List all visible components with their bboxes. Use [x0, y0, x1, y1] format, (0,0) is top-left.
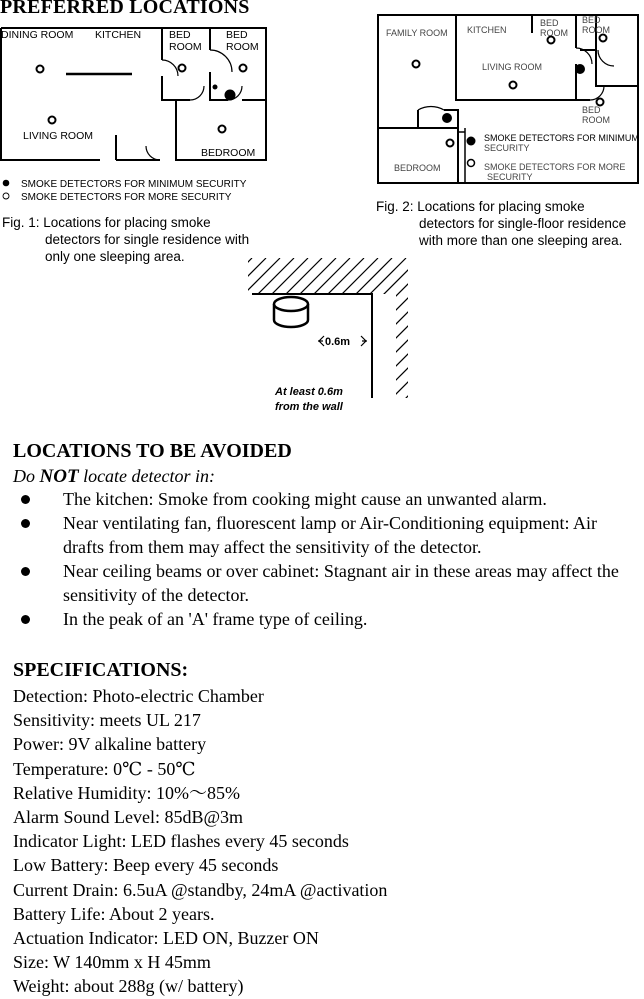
fig2-room-bed2: BED — [582, 15, 601, 25]
spec-line: Actuation Indicator: LED ON, Buzzer ON — [13, 928, 319, 949]
specs-heading: SPECIFICATIONS: — [13, 659, 189, 681]
fig2-legend-more: SECURITY — [487, 172, 533, 182]
hatch-line — [410, 258, 418, 408]
hatch-line — [368, 258, 418, 408]
list-item: In the peak of an 'A' frame type of ceiling. — [0, 607, 644, 631]
fig2-room-bedroom: BEDROOM — [394, 163, 441, 173]
wall-note: from the wall — [275, 401, 343, 413]
avoid-heading: LOCATIONS TO BE AVOIDED — [13, 440, 292, 462]
list-item: The kitchen: Smoke from cooking might cause an unwanted alarm. — [0, 487, 644, 511]
fig2-caption: Fig. 2: Locations for placing smoke detectors for single-floor residence with more than one sleeping area. — [376, 199, 627, 248]
fig1-room-bed1: BED — [169, 29, 191, 41]
fig2-room-family: FAMILY ROOM — [386, 28, 448, 38]
fig1-detector-more — [240, 65, 247, 72]
fig2-room-kitchen: KITCHEN — [467, 25, 507, 35]
legend-more-icon — [468, 160, 475, 167]
hatch-line — [354, 258, 418, 408]
spec-line: Indicator Light: LED flashes every 45 seconds — [13, 831, 349, 852]
avoid-list — [0, 487, 644, 631]
fig1-room-dining: DINING ROOM — [1, 29, 74, 41]
fig1-room-bed2: BED — [226, 29, 248, 41]
fig2-detector-min — [575, 64, 585, 74]
fig1-detector-min — [225, 90, 236, 101]
spec-line: Current Drain: 6.5uA @standby, 24mA @activation — [13, 879, 388, 900]
bullet-icon — [21, 495, 30, 504]
fig2-detector-more — [600, 35, 607, 42]
fig1-room-kitchen: KITCHEN — [95, 29, 142, 41]
hatch-line — [248, 258, 252, 408]
hatch-line — [396, 258, 418, 408]
wall-note: At least 0.6m — [275, 386, 343, 398]
list-item: Near ceiling beams or over cabinet: Stagnant air in these areas may affect the sensitivity of the detector. — [0, 559, 644, 607]
detector-icon — [274, 297, 308, 327]
fig1-caption: Fig. 1: Locations for placing smoke detectors for single residence with only one sleeping area. — [2, 215, 250, 264]
spec-line: Sensitivity: meets UL 217 — [13, 710, 201, 731]
fig2-detector-more — [510, 82, 517, 89]
fig2-room-bed1: BED — [540, 18, 559, 28]
distance-label: 0.6m — [325, 336, 351, 348]
wall-distance-diagram — [248, 258, 418, 418]
spec-line: Battery Life: About 2 years. — [13, 903, 215, 924]
spec-line: Alarm Sound Level: 85dB@3m — [13, 807, 244, 828]
fig2-legend-more: SMOKE DETECTORS FOR MORE — [484, 162, 626, 172]
fig2-floorplan — [370, 0, 644, 200]
fig2-legend-min: SMOKE DETECTORS FOR MINIMUM — [484, 133, 639, 143]
fig2-legend-min: SECURITY — [484, 143, 530, 153]
hatch-line — [340, 258, 418, 408]
fig1-legend-min: SMOKE DETECTORS FOR MINIMUM SECURITY — [21, 179, 247, 190]
fig2-detector-more — [413, 61, 420, 68]
bullet-icon — [21, 615, 30, 624]
fig2-room-bed3: BED — [582, 105, 601, 115]
spec-line: Weight: about 288g (w/ battery) — [13, 976, 244, 997]
fig1-detector-more — [219, 126, 226, 133]
fig2-room-bed1: ROOM — [540, 28, 568, 38]
page-title: PREFERRED LOCATIONS — [0, 0, 250, 18]
fig1-room-living: LIVING ROOM — [23, 130, 94, 142]
fig2-detector-more — [447, 140, 454, 147]
bullet-icon — [21, 567, 30, 576]
avoid-intro: Do NOT locate detector in: — [13, 466, 216, 487]
fig1-legend-more: SMOKE DETECTORS FOR MORE SECURITY — [21, 192, 232, 203]
legend-more-icon — [3, 193, 9, 199]
fig2-room-bed2: ROOM — [582, 25, 610, 35]
fig1-detector-more — [179, 65, 186, 72]
hatch-line — [382, 258, 418, 408]
fig1-room-bed1: ROOM — [169, 41, 202, 53]
legend-min-icon — [3, 180, 10, 187]
fig1-detector-more — [49, 117, 56, 124]
fig1-detector-more — [37, 66, 44, 73]
spec-line: Relative Humidity: 10%～85% — [13, 782, 240, 803]
fig1-room-bedroom: BEDROOM — [201, 147, 256, 159]
spec-line: Temperature: 0℃ - 50℃ — [13, 758, 196, 779]
list-item: Near ventilating fan, fluorescent lamp or Air-Conditioning equipment: Air drafts from them may affect the sensitivity of the detector. — [0, 511, 644, 559]
spec-line: Detection: Photo-electric Chamber — [13, 686, 264, 706]
spec-line: Power: 9V alkaline battery — [13, 734, 207, 755]
fig2-room-bed3: ROOM — [582, 115, 610, 125]
specs-list — [13, 684, 387, 999]
bullet-icon — [21, 519, 30, 528]
fig2-detector-min — [442, 113, 452, 123]
fig2-room-living: LIVING ROOM — [482, 62, 543, 72]
spec-line: Low Battery: Beep every 45 seconds — [13, 855, 279, 876]
legend-min-icon — [467, 137, 476, 146]
spec-line: Size: W 140mm x H 45mm — [13, 952, 211, 973]
fig1-detector-min — [213, 85, 218, 90]
fig1-room-bed2: ROOM — [226, 41, 259, 53]
